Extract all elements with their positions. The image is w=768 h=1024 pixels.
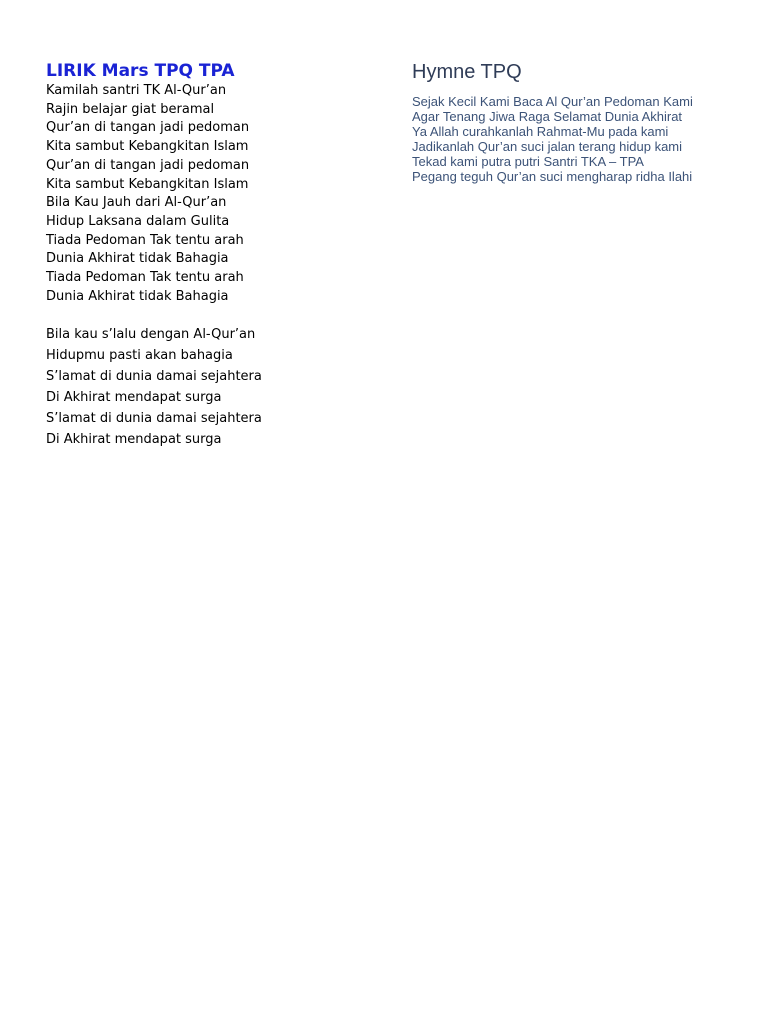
lyric-line: Qur’an di tangan jadi pedoman [46,120,250,136]
lyric-line: Agar Tenang Jiwa Raga Selamat Dunia Akhirat [412,109,683,124]
lyric-line: Hidupmu pasti akan bahagia [46,348,233,364]
lyric-line: Jadikanlah Qur’an suci jalan terang hidup kami [412,139,683,154]
hymne-lyrics-column [412,60,732,184]
mars-stanza-2 [46,324,376,450]
mars-lyrics-column [46,60,376,450]
mars-title: LIRIK Mars TPQ TPA [46,61,235,81]
lyric-line: Dunia Akhirat tidak Bahagia [46,288,229,304]
lyric-line: Bila kau s’lalu dengan Al-Qur’an [46,327,256,343]
hymne-title: Hymne TPQ [412,61,522,83]
lyric-line: Dunia Akhirat tidak Bahagia [46,251,229,267]
lyric-line: Tekad kami putra putri Santri TKA – TPA [412,154,644,169]
lyric-line: Di Akhirat mendapat surga [46,390,222,406]
lyric-line: Tiada Pedoman Tak tentu arah [46,270,244,286]
lyric-line: S’lamat di dunia damai sejahtera [46,369,262,385]
lyric-line: Rajin belajar giat beramal [46,101,215,117]
lyric-line: Pegang teguh Qur’an suci mengharap ridha Ilahi [412,169,693,184]
lyric-line: Qur’an di tangan jadi pedoman [46,157,250,173]
lyric-line: S’lamat di dunia damai sejahtera [46,411,262,427]
hymne-lines [412,94,732,184]
lyric-line: Kita sambut Kebangkitan Islam [46,139,249,155]
lyric-line: Bila Kau Jauh dari Al-Qur’an [46,195,227,211]
lyric-line: Tiada Pedoman Tak tentu arah [46,232,244,248]
lyric-line: Di Akhirat mendapat surga [46,432,222,448]
lyric-line: Kita sambut Kebangkitan Islam [46,176,249,192]
lyric-line: Ya Allah curahkanlah Rahmat-Mu pada kami [412,124,669,139]
lyric-line: Kamilah santri TK Al-Qur’an [46,83,227,98]
mars-stanza-1 [46,82,376,306]
lyric-line: Hidup Laksana dalam Gulita [46,213,230,229]
lyric-line: Sejak Kecil Kami Baca Al Qur’an Pedoman Kami [412,94,693,109]
